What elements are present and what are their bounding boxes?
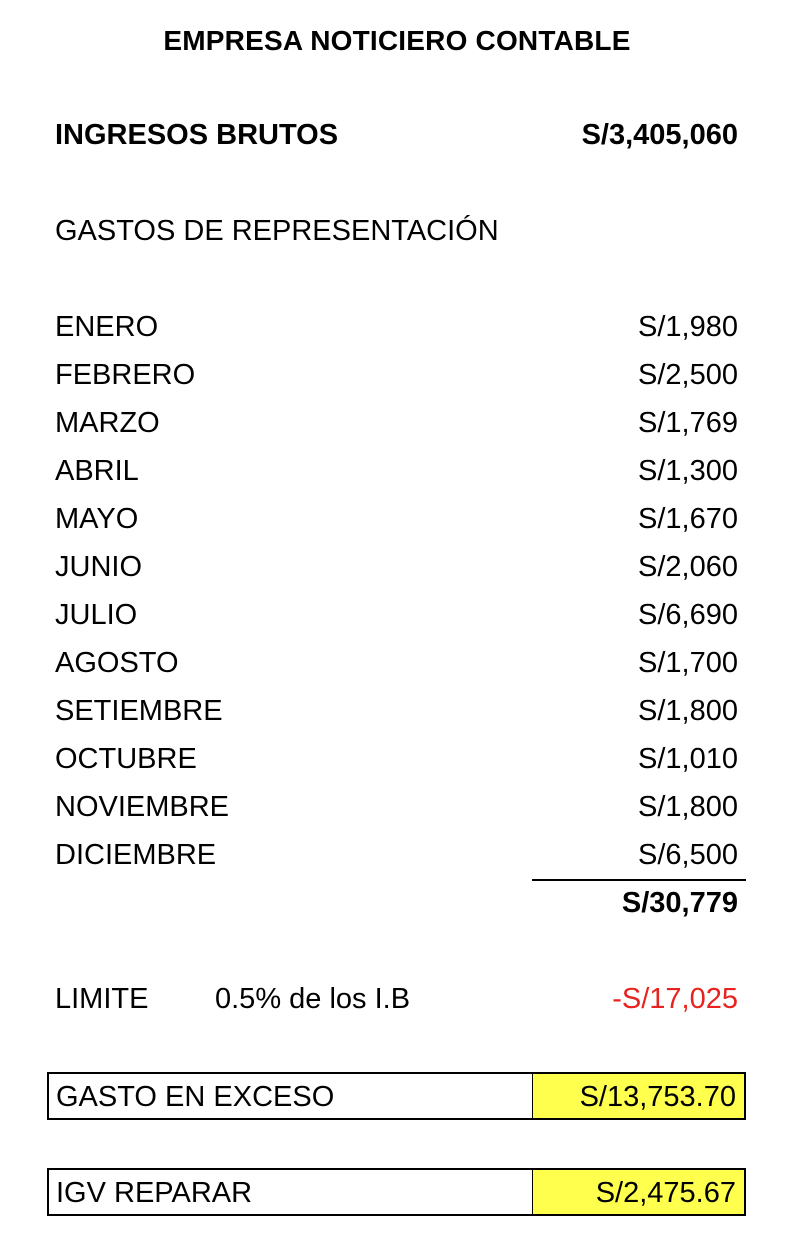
month-value: S/1,769 <box>638 407 738 439</box>
exceso-label: GASTO EN EXCESO <box>56 1081 335 1113</box>
ingresos-label: INGRESOS BRUTOS <box>55 119 339 151</box>
month-label: NOVIEMBRE <box>55 791 230 823</box>
month-value: S/2,500 <box>638 359 738 391</box>
exceso-value: S/13,753.70 <box>579 1081 736 1113</box>
ingresos-value: S/3,405,060 <box>581 119 738 151</box>
month-label: FEBRERO <box>55 359 196 391</box>
month-label: DICIEMBRE <box>55 839 217 871</box>
month-label: AGOSTO <box>55 647 179 679</box>
month-value: S/6,690 <box>638 599 738 631</box>
month-label: JULIO <box>55 599 138 631</box>
month-value: S/1,300 <box>638 455 738 487</box>
month-value: S/1,800 <box>638 695 738 727</box>
month-value: S/1,800 <box>638 791 738 823</box>
month-label: ENERO <box>55 311 159 343</box>
month-value: S/2,060 <box>638 551 738 583</box>
igv-value: S/2,475.67 <box>595 1177 736 1209</box>
gastos-heading: GASTOS DE REPRESENTACIÓN <box>55 215 499 247</box>
page-title: EMPRESA NOTICIERO CONTABLE <box>163 25 631 56</box>
igv-label: IGV REPARAR <box>56 1177 253 1209</box>
limite-label: LIMITE <box>55 983 149 1015</box>
month-label: ABRIL <box>55 455 139 487</box>
month-label: SETIEMBRE <box>55 695 223 727</box>
month-value: S/1,670 <box>638 503 738 535</box>
month-label: OCTUBRE <box>55 743 197 775</box>
exceso-box <box>47 1072 746 1120</box>
month-value: S/1,980 <box>638 311 738 343</box>
month-label: JUNIO <box>55 551 142 583</box>
month-label: MARZO <box>55 407 160 439</box>
limite-description: 0.5% de los I.B <box>215 983 411 1015</box>
limite-value: -S/17,025 <box>612 983 738 1015</box>
month-value: S/6,500 <box>638 839 738 871</box>
total-value: S/30,779 <box>621 887 738 919</box>
month-label: MAYO <box>55 503 139 535</box>
month-value: S/1,010 <box>638 743 738 775</box>
sum-divider <box>532 879 746 881</box>
month-value: S/1,700 <box>638 647 738 679</box>
igv-box <box>47 1168 746 1216</box>
